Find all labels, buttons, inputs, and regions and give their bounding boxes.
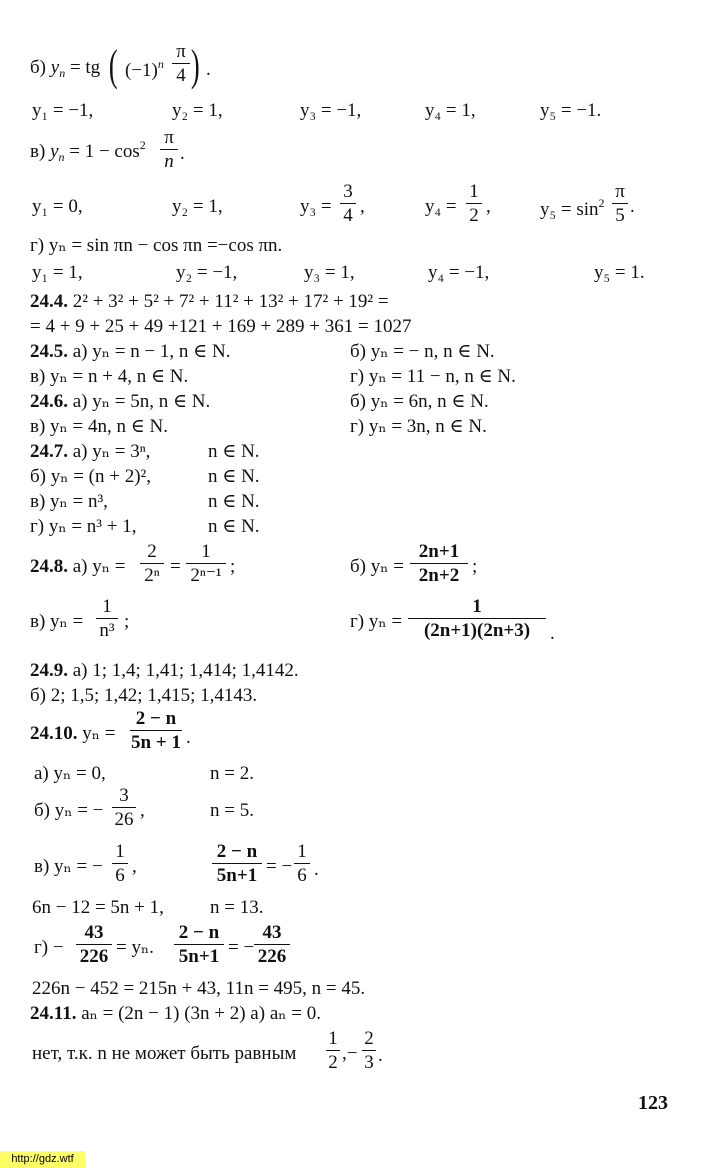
- problem-24-6-v: в) yₙ = 4n, n ∈ N.: [30, 416, 169, 437]
- problem-24-10-g: г) −: [34, 937, 64, 958]
- g-y5: y₅ = 1.: [594, 262, 645, 283]
- g-y4: y₄ = −1,: [428, 262, 490, 283]
- problem-24-7-a: 24.7. а) yₙ = 3ⁿ,: [30, 441, 151, 462]
- problem-24-8-g: г) yₙ =: [350, 611, 403, 632]
- problem-24-8-v: в) yₙ =: [30, 611, 84, 632]
- problem-24-7-b: б) yₙ = (n + 2)²,: [30, 466, 151, 487]
- formula-v: в) $y_n = 1 - \cos^2$: [30, 138, 146, 164]
- problem-24-8-b: б) yₙ =: [350, 556, 404, 577]
- problem-24-7-v: в) yₙ = n³,: [30, 491, 108, 512]
- formula-g: г) yₙ = sin πn − cos πn =−cos πn.: [30, 235, 283, 256]
- g-y3: y₃ = 1,: [304, 262, 355, 283]
- g-y2: y₂ = −1,: [176, 262, 238, 283]
- problem-24-11-note: нет, т.к. n не может быть равным: [32, 1043, 297, 1064]
- b-y1: y₁ = −1,: [32, 100, 94, 121]
- v-y3: y₃ =: [300, 196, 332, 217]
- problem-24-10-b: б) yₙ = −: [34, 800, 104, 821]
- problem-24-6-b: б) yₙ = 6n, n ∈ N.: [350, 391, 489, 412]
- fraction-pi-n: π n: [160, 128, 178, 171]
- problem-24-8-a: 24.8. а) yₙ =: [30, 556, 126, 577]
- problem-24-10-a: а) yₙ = 0,: [34, 763, 106, 784]
- problem-24-11: 24.11. aₙ = (2n − 1) (3n + 2) а) aₙ = 0.: [30, 1003, 321, 1024]
- problem-24-10-v: в) yₙ = −: [34, 856, 103, 877]
- problem-24-9-a: 24.9. а) 1; 1,4; 1,41; 1,414; 1,4142.: [30, 660, 299, 681]
- problem-24-4: 24.4. 2² + 3² + 5² + 7² + 11² + 13² + 17² + 19² =: [30, 291, 389, 312]
- b-y5: y₅ = −1.: [540, 100, 602, 121]
- problem-24-5-b: б) yₙ = − n, n ∈ N.: [350, 341, 495, 362]
- b-y4: y₄ = 1,: [425, 100, 476, 121]
- problem-24-6-a: 24.6. а) yₙ = 5n, n ∈ N.: [30, 391, 211, 412]
- fraction-pi-4: π 4: [172, 42, 190, 85]
- formula-b-inner: $(-1)^n$: [125, 57, 164, 81]
- paren-close: ): [190, 41, 200, 90]
- v-y5: $y_5 = \sin^2$: [540, 196, 605, 220]
- v-y2: y₂ = 1,: [172, 196, 223, 217]
- problem-24-5-g: г) yₙ = 11 − n, n ∈ N.: [350, 366, 516, 387]
- watermark-link[interactable]: http://gdz.wtf: [0, 1151, 85, 1168]
- problem-24-5-v: в) yₙ = n + 4, n ∈ N.: [30, 366, 189, 387]
- problem-24-7-g: г) yₙ = n³ + 1,: [30, 516, 137, 537]
- paren-open: (: [108, 41, 118, 90]
- b-y2: y₂ = 1,: [172, 100, 223, 121]
- b-y3: y₃ = −1,: [300, 100, 362, 121]
- v-y1: y₁ = 0,: [32, 196, 83, 217]
- g-y1: y₁ = 1,: [32, 262, 83, 283]
- formula-b: б) $y_n$ = tg: [30, 57, 101, 80]
- problem-24-5-a: 24.5. а) yₙ = n − 1, n ∈ N.: [30, 341, 231, 362]
- problem-24-9-b: б) 2; 1,5; 1,42; 1,415; 1,4143.: [30, 685, 258, 706]
- page-number: 123: [638, 1092, 668, 1114]
- v-y4: y₄ =: [425, 196, 457, 217]
- problem-24-10-v-line: 6n − 12 = 5n + 1,: [32, 897, 164, 918]
- problem-24-10-g-line: 226n − 452 = 215n + 43, 11n = 495, n = 45.: [32, 978, 366, 999]
- problem-24-4-line2: = 4 + 9 + 25 + 49 +121 + 169 + 289 + 361 = 1027: [30, 316, 412, 337]
- formula-b-end: .: [206, 59, 211, 80]
- problem-24-10: 24.10. yₙ =: [30, 723, 116, 744]
- problem-24-6-g: г) yₙ = 3n, n ∈ N.: [350, 416, 487, 437]
